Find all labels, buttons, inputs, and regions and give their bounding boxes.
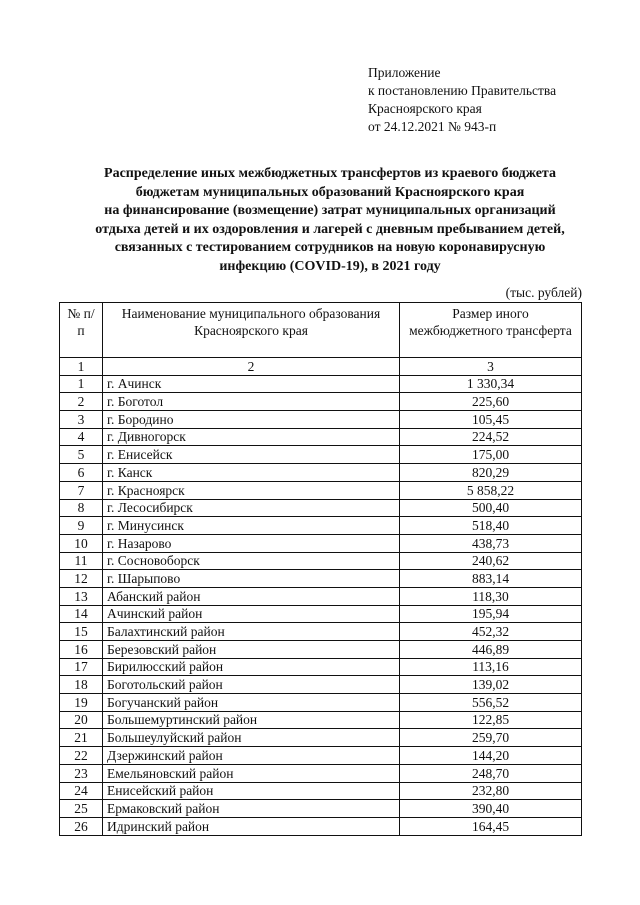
transfer-amount: 446,89 [400, 641, 582, 659]
table-row [60, 481, 582, 499]
row-number: 7 [60, 481, 103, 499]
municipality-name: г. Назарово [103, 534, 400, 552]
municipality-name: Богучанский район [103, 694, 400, 712]
title-line: инфекцию (COVID-19), в 2021 году [219, 258, 441, 274]
municipality-name: Большемуртинский район [103, 711, 400, 729]
municipality-name: г. Бородино [103, 411, 400, 429]
municipality-name: Емельяновский район [103, 764, 400, 782]
table-row [60, 694, 582, 712]
row-number: 8 [60, 499, 103, 517]
table-row [60, 676, 582, 694]
transfer-amount: 240,62 [400, 552, 582, 570]
transfer-amount: 225,60 [400, 393, 582, 411]
municipality-name: г. Лесосибирск [103, 499, 400, 517]
table-row [60, 817, 582, 835]
table-row [60, 729, 582, 747]
row-number: 14 [60, 605, 103, 623]
title-line: связанных с тестированием сотрудников на новую коронавирусную [114, 240, 546, 256]
row-number: 9 [60, 517, 103, 535]
table-row [60, 464, 582, 482]
appendix-block [368, 64, 556, 136]
municipality-name: Идринский район [103, 817, 400, 835]
row-number: 10 [60, 534, 103, 552]
municipality-name: Енисейский район [103, 782, 400, 800]
row-number: 4 [60, 428, 103, 446]
appendix-date-number: от 24.12.2021 № 943-п [368, 119, 497, 134]
table-row [60, 641, 582, 659]
transfer-amount: 113,16 [400, 658, 582, 676]
municipality-name: г. Минусинск [103, 517, 400, 535]
row-number: 26 [60, 817, 103, 835]
table-row [60, 587, 582, 605]
municipality-name: Ачинский район [103, 605, 400, 623]
table-row [60, 534, 582, 552]
municipality-name: г. Боготол [103, 393, 400, 411]
table-row [60, 552, 582, 570]
table-row [60, 375, 582, 393]
municipality-name: г. Канск [103, 464, 400, 482]
transfer-amount: 122,85 [400, 711, 582, 729]
municipality-name: Большеулуйский район [103, 729, 400, 747]
transfer-amount: 452,32 [400, 623, 582, 641]
transfer-amount: 175,00 [400, 446, 582, 464]
municipality-name: Ермаковский район [103, 800, 400, 818]
table-row [60, 393, 582, 411]
column-number-row [60, 358, 582, 376]
transfer-amount: 259,70 [400, 729, 582, 747]
column-number: 1 [60, 358, 103, 376]
transfer-amount: 556,52 [400, 694, 582, 712]
municipality-name: г. Шарыпово [103, 570, 400, 588]
row-number: 12 [60, 570, 103, 588]
municipality-name: г. Сосновоборск [103, 552, 400, 570]
transfer-amount: 224,52 [400, 428, 582, 446]
appendix-line: Приложение [368, 65, 441, 80]
table-row [60, 428, 582, 446]
transfer-amount: 144,20 [400, 747, 582, 765]
municipality-name: г. Красноярск [103, 481, 400, 499]
table-row [60, 764, 582, 782]
row-number: 22 [60, 747, 103, 765]
row-number: 17 [60, 658, 103, 676]
row-number: 15 [60, 623, 103, 641]
appendix-line: Красноярского края [368, 101, 482, 116]
title-line: отдыха детей и их оздоровления и лагерей с дневным пребыванием детей, [95, 221, 565, 237]
row-number: 5 [60, 446, 103, 464]
table-row [60, 623, 582, 641]
table-row [60, 711, 582, 729]
row-number: 20 [60, 711, 103, 729]
municipality-name: Балахтинский район [103, 623, 400, 641]
transfer-amount: 195,94 [400, 605, 582, 623]
table-row [60, 800, 582, 818]
row-number: 16 [60, 641, 103, 659]
column-number: 2 [103, 358, 400, 376]
transfer-amount: 105,45 [400, 411, 582, 429]
header-amount: Размер иного межбюджетного трансферта [400, 303, 582, 358]
municipality-name: Боготольский район [103, 676, 400, 694]
row-number: 25 [60, 800, 103, 818]
table-row [60, 747, 582, 765]
row-number: 3 [60, 411, 103, 429]
row-number: 21 [60, 729, 103, 747]
title-line: Распределение иных межбюджетных трансфертов из краевого бюджета [104, 166, 556, 181]
row-number: 11 [60, 552, 103, 570]
row-number: 6 [60, 464, 103, 482]
units-label: (тыс. рублей) [505, 285, 582, 300]
municipality-name: Березовский район [103, 641, 400, 659]
municipality-name: Дзержинский район [103, 747, 400, 765]
table-row [60, 446, 582, 464]
row-number: 2 [60, 393, 103, 411]
table-row [60, 605, 582, 623]
row-number: 18 [60, 676, 103, 694]
row-number: 23 [60, 764, 103, 782]
column-number: 3 [400, 358, 582, 376]
header-num: № п/п [60, 303, 103, 358]
transfer-amount: 232,80 [400, 782, 582, 800]
row-number: 19 [60, 694, 103, 712]
transfer-amount: 438,73 [400, 534, 582, 552]
transfer-amount: 118,30 [400, 587, 582, 605]
row-number: 1 [60, 375, 103, 393]
title-line: на финансирование (возмещение) затрат муниципальных организаций [104, 203, 556, 219]
transfer-amount: 1 330,34 [400, 375, 582, 393]
transfer-amount: 390,40 [400, 800, 582, 818]
municipality-name: г. Енисейск [103, 446, 400, 464]
table-row [60, 517, 582, 535]
municipality-name: Абанский район [103, 587, 400, 605]
transfer-amount: 248,70 [400, 764, 582, 782]
header-name: Наименование муниципального образования Красноярского края [103, 303, 400, 358]
table-header-row [60, 303, 582, 358]
municipality-name: Бирилюсский район [103, 658, 400, 676]
municipality-name: г. Дивногорск [103, 428, 400, 446]
table-row [60, 411, 582, 429]
transfer-amount: 820,29 [400, 464, 582, 482]
transfer-amount: 500,40 [400, 499, 582, 517]
appendix-line: к постановлению Правительства [368, 83, 557, 98]
table-row [60, 782, 582, 800]
municipality-name: г. Ачинск [103, 375, 400, 393]
transfer-amount: 518,40 [400, 517, 582, 535]
table-row [60, 658, 582, 676]
title-line: бюджетам муниципальных образований Красноярского края [135, 184, 525, 200]
row-number: 24 [60, 782, 103, 800]
document-title [40, 165, 620, 277]
transfer-amount: 139,02 [400, 676, 582, 694]
transfer-amount: 164,45 [400, 817, 582, 835]
transfer-amount: 5 858,22 [400, 481, 582, 499]
table-row [60, 570, 582, 588]
transfer-amount: 883,14 [400, 570, 582, 588]
row-number: 13 [60, 587, 103, 605]
table-row [60, 499, 582, 517]
transfer-table [59, 302, 582, 836]
